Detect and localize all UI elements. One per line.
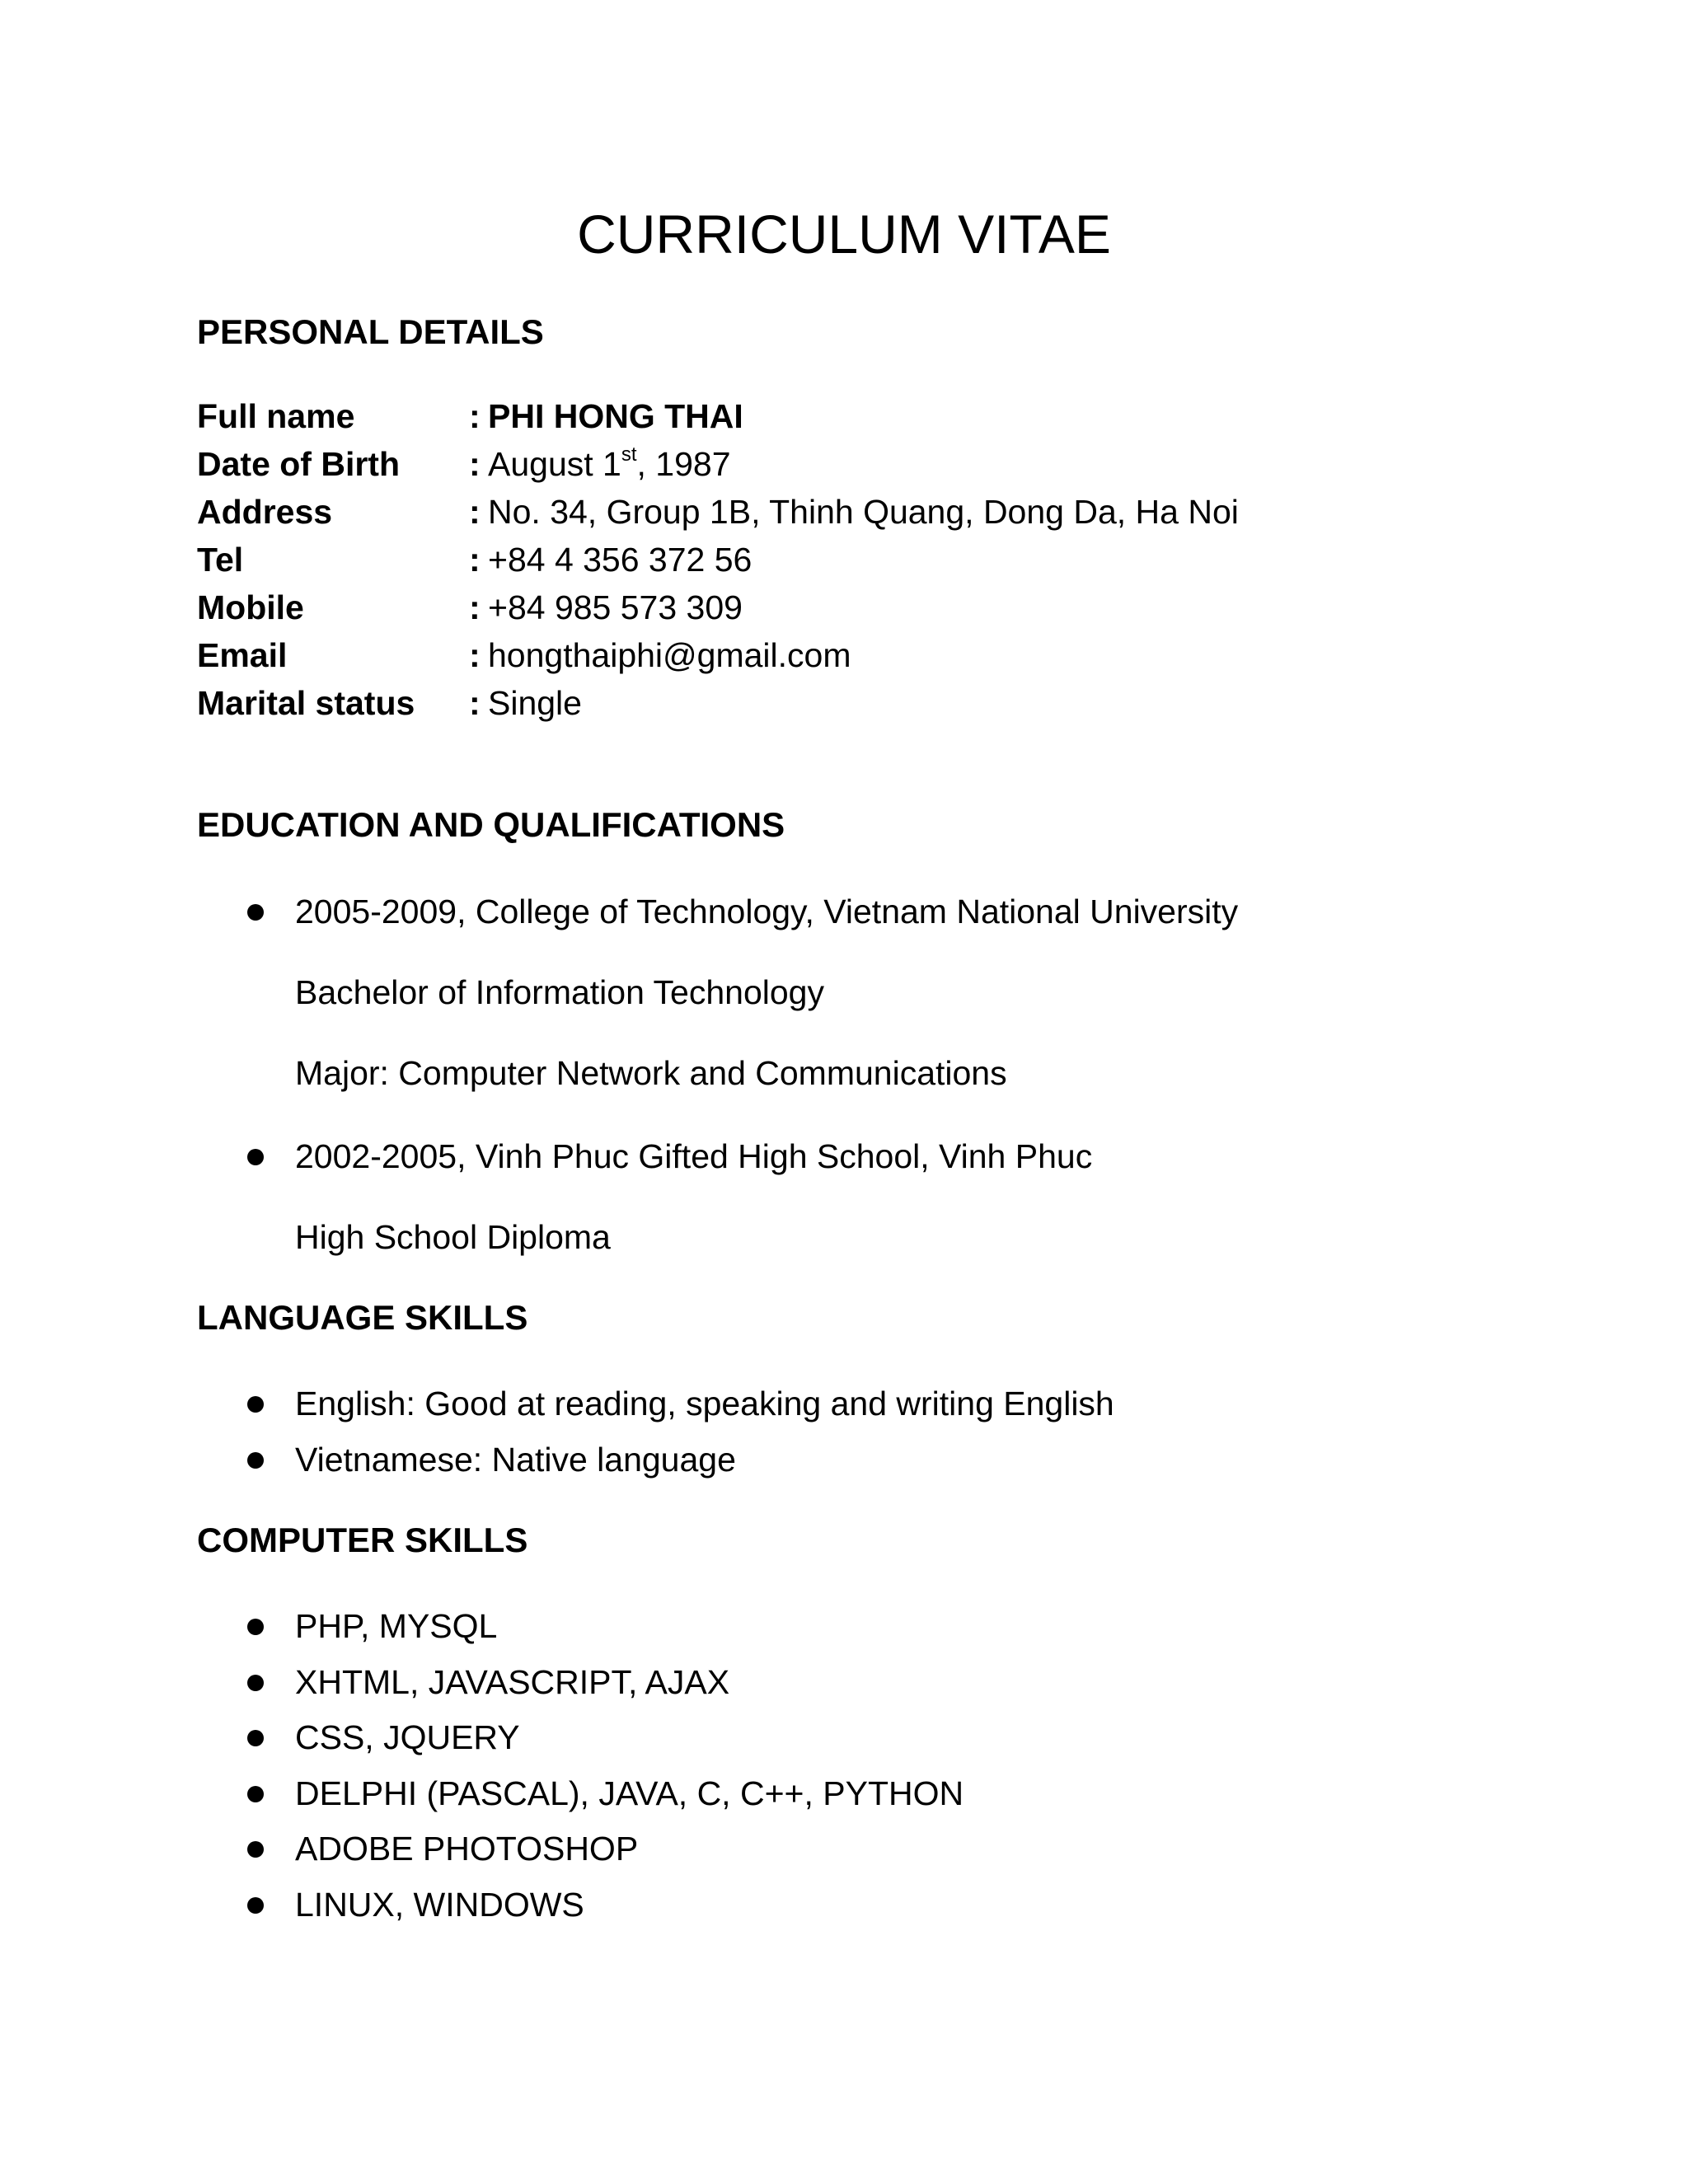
field-value: +84 4 356 372 56 xyxy=(488,541,753,579)
computer-skill-item: CSS, JQUERY xyxy=(295,1718,520,1756)
field-value: No. 34, Group 1B, Thinh Quang, Dong Da, Ha Noi xyxy=(488,493,1239,531)
personal-details-heading: PERSONAL DETAILS xyxy=(197,312,544,351)
field-value: Single xyxy=(488,684,582,722)
education-detail: Major: Computer Network and Communications xyxy=(295,1054,1007,1092)
field-label: Tel xyxy=(197,541,244,579)
education-detail: High School Diploma xyxy=(295,1218,611,1256)
field-label: Full name xyxy=(197,397,355,435)
language-skills-heading: LANGUAGE SKILLS xyxy=(197,1298,528,1337)
language-item: Vietnamese: Native language xyxy=(295,1441,736,1479)
field-colon: : xyxy=(469,588,481,626)
bullet-icon xyxy=(247,1452,264,1469)
computer-skill-item: ADOBE PHOTOSHOP xyxy=(295,1830,639,1868)
computer-skill-item: DELPHI (PASCAL), JAVA, C, C++, PYTHON xyxy=(295,1774,964,1812)
field-label: Address xyxy=(197,493,333,531)
field-label: Mobile xyxy=(197,588,304,626)
field-colon: : xyxy=(469,493,481,531)
bullet-icon xyxy=(247,1675,264,1691)
bullet-icon xyxy=(247,1786,264,1802)
computer-skills-heading: COMPUTER SKILLS xyxy=(197,1521,528,1559)
field-value: hongthaiphi@gmail.com xyxy=(488,636,851,674)
bullet-icon xyxy=(247,1897,264,1914)
bullet-icon xyxy=(247,1619,264,1635)
field-label: Marital status xyxy=(197,684,415,722)
education-item: 2002-2005, Vinh Phuc Gifted High School, Vinh Phuc xyxy=(295,1137,1093,1175)
computer-skill-item: PHP, MYSQL xyxy=(295,1607,498,1645)
dob-prefix: August 1 xyxy=(488,445,621,483)
dob-suffix: , 1987 xyxy=(636,445,731,483)
computer-skill-item: LINUX, WINDOWS xyxy=(295,1886,584,1924)
language-item: English: Good at reading, speaking and writing English xyxy=(295,1385,1114,1422)
field-value: +84 985 573 309 xyxy=(488,588,743,626)
field-colon: : xyxy=(469,541,481,579)
education-heading: EDUCATION AND QUALIFICATIONS xyxy=(197,805,785,844)
field-value xyxy=(488,441,731,487)
field-colon: : xyxy=(469,684,481,722)
field-value: PHI HONG THAI xyxy=(488,397,743,435)
computer-skill-item: XHTML, JAVASCRIPT, AJAX xyxy=(295,1663,730,1701)
education-item: 2005-2009, College of Technology, Vietnam National University xyxy=(295,893,1239,930)
field-colon: : xyxy=(469,445,481,483)
education-detail: Bachelor of Information Technology xyxy=(295,973,824,1011)
dob-ordinal-suffix: st xyxy=(621,443,637,466)
field-colon: : xyxy=(469,636,481,674)
bullet-icon xyxy=(247,1396,264,1413)
bullet-icon xyxy=(247,1841,264,1858)
bullet-icon xyxy=(247,1149,264,1165)
document-title: CURRICULUM VITAE xyxy=(577,204,1111,265)
field-label: Email xyxy=(197,636,288,674)
bullet-icon xyxy=(247,904,264,921)
field-colon: : xyxy=(469,397,481,435)
bullet-icon xyxy=(247,1730,264,1746)
field-label: Date of Birth xyxy=(197,445,400,483)
